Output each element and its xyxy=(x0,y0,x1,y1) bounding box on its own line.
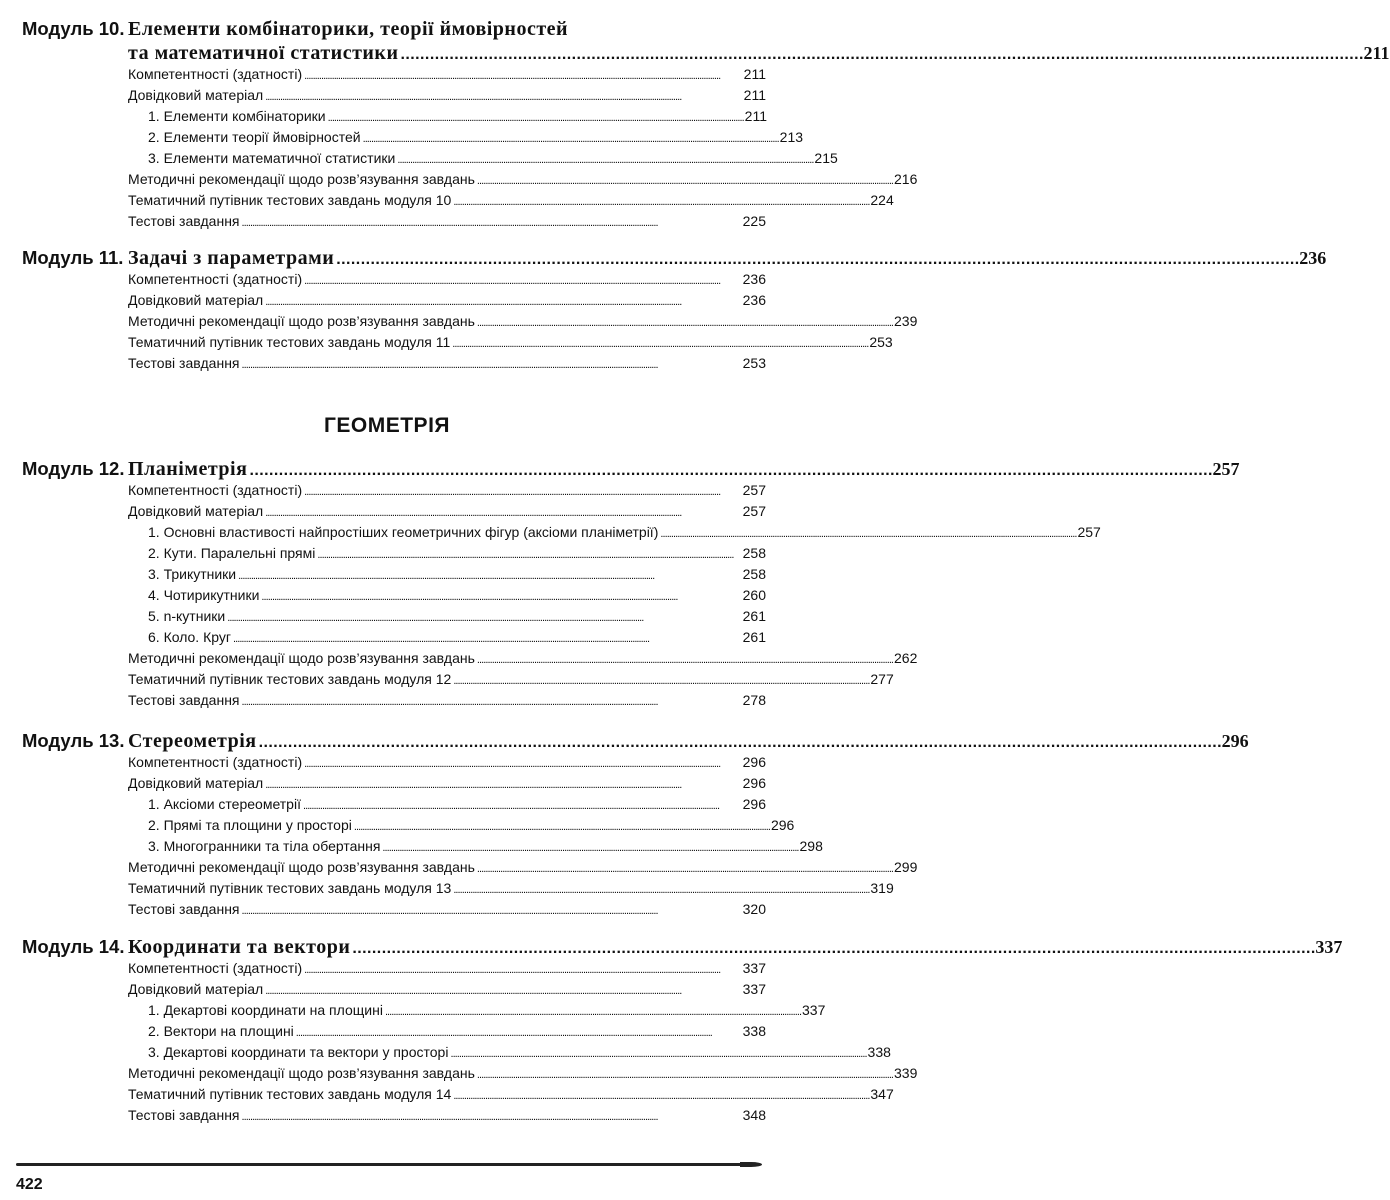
entry-page-number: 211 xyxy=(743,66,766,82)
toc-entry xyxy=(128,692,766,713)
entry-page-number: 258 xyxy=(742,566,766,582)
entry-page-number: 257 xyxy=(742,482,766,498)
module-label: Модуль 12. xyxy=(22,458,125,479)
entry-page-number: 338 xyxy=(742,1023,766,1039)
dot-leader xyxy=(304,70,728,82)
entry-page-number: 261 xyxy=(742,629,766,645)
dot-leader xyxy=(304,964,728,976)
toc-entry xyxy=(128,650,918,671)
dot-leader xyxy=(660,528,1075,540)
entry-page-number: 338 xyxy=(867,1044,891,1060)
entry-page-number: 224 xyxy=(870,192,894,208)
entry-title: 3. Многогранники та тіла обертання xyxy=(148,838,381,854)
toc-entry xyxy=(128,292,766,313)
toc-entry xyxy=(128,960,766,981)
toc-entry xyxy=(128,313,918,334)
dot-leader xyxy=(265,779,728,791)
module-heading xyxy=(22,458,1240,482)
dot-leader xyxy=(242,696,728,708)
toc-entry xyxy=(128,355,766,376)
module-title: Стереометрія xyxy=(128,730,257,752)
entry-title: Компетентності (здатності) xyxy=(128,66,303,82)
entry-title: 3. Елементи математичної статистики xyxy=(148,150,396,166)
entry-page-number: 347 xyxy=(870,1086,894,1102)
entry-page-number: 253 xyxy=(742,355,766,371)
entry-title: Методичні рекомендації щодо розв’язування завдань xyxy=(128,313,475,329)
entry-page-number: 239 xyxy=(894,313,918,329)
toc-entry xyxy=(128,87,766,108)
dot-leader xyxy=(304,275,728,287)
entry-page-number: 339 xyxy=(894,1065,918,1081)
module-title: та математичної статистики xyxy=(128,42,399,64)
dot-leader xyxy=(382,842,797,854)
module-title: Планіметрія xyxy=(128,458,248,480)
toc-entry xyxy=(128,671,894,692)
entry-page-number: 260 xyxy=(742,587,766,603)
dot-leader xyxy=(452,338,867,350)
toc-subentry xyxy=(148,150,838,171)
dot-leader xyxy=(453,884,868,896)
toc-subentry xyxy=(148,524,1101,545)
entry-page-number: 211 xyxy=(744,108,767,124)
entry-title: 3. Трикутники xyxy=(148,566,237,582)
toc-entry xyxy=(128,503,766,524)
module-label: Модуль 11. xyxy=(22,247,124,268)
entry-title: Тестові завдання xyxy=(128,355,240,371)
entry-page-number: 253 xyxy=(869,334,893,350)
module-block xyxy=(22,18,1390,234)
toc-entry xyxy=(128,66,766,87)
entry-page-number: 225 xyxy=(742,213,766,229)
entry-title: Методичні рекомендації щодо розв’язування завдань xyxy=(128,1065,475,1081)
entry-title: Тестові завдання xyxy=(128,901,240,917)
entry-title: Тематичний путівник тестових завдань модуля 12 xyxy=(128,671,452,687)
entry-page-number: 319 xyxy=(870,880,894,896)
entry-title: Довідковий матеріал xyxy=(128,292,264,308)
entry-page-number: 213 xyxy=(779,129,804,145)
entry-title: Методичні рекомендації щодо розв’язування завдань xyxy=(128,171,475,187)
entry-title: Довідковий матеріал xyxy=(128,87,264,103)
toc-entry xyxy=(128,859,918,880)
dot-leader xyxy=(477,863,892,875)
dot-leader xyxy=(304,758,728,770)
toc-entry xyxy=(128,213,766,234)
dot-leader xyxy=(385,1006,800,1018)
toc-entry xyxy=(128,1107,766,1128)
dot-leader xyxy=(328,112,743,124)
entry-title: Тематичний путівник тестових завдань модуля 11 xyxy=(128,334,451,350)
entry-title: 1. Декартові координати на площині xyxy=(148,1002,383,1018)
entry-page-number: 296 xyxy=(742,754,766,770)
toc-entry xyxy=(128,271,766,292)
module-title: Елементи комбінаторики, теорії ймовірностей xyxy=(128,18,569,40)
entry-title: 2. Прямі та площини у просторі xyxy=(148,817,352,833)
dot-leader xyxy=(303,800,728,812)
entry-page-number: 236 xyxy=(742,271,766,287)
entry-title: Методичні рекомендації щодо розв’язування завдань xyxy=(128,859,475,875)
toc-subentry xyxy=(148,629,766,650)
module-label: Модуль 13. xyxy=(22,730,125,751)
entry-page-number: 298 xyxy=(799,838,823,854)
dot-leader xyxy=(233,633,728,645)
module-block xyxy=(22,458,1240,713)
toc-entry xyxy=(128,880,894,901)
dot-leader xyxy=(352,940,1313,958)
toc-subentry xyxy=(148,566,766,587)
entry-page-number: 296 xyxy=(742,775,766,791)
entry-page-number: 236 xyxy=(742,292,766,308)
dot-leader xyxy=(227,612,728,624)
toc-subentry xyxy=(148,796,766,817)
dot-leader xyxy=(304,486,728,498)
module-heading xyxy=(22,18,1390,66)
entry-page-number: 277 xyxy=(870,671,894,687)
dot-leader xyxy=(242,1111,728,1123)
toc-entry xyxy=(128,981,766,1002)
dot-leader xyxy=(354,821,769,833)
dot-leader xyxy=(242,217,728,229)
dot-leader xyxy=(261,591,728,603)
dot-leader xyxy=(453,675,868,687)
entry-title: 5. n-кутники xyxy=(148,608,226,624)
entry-page-number: 348 xyxy=(742,1107,766,1123)
toc-subentry xyxy=(148,838,823,859)
entry-title: Компетентності (здатності) xyxy=(128,960,303,976)
toc-subentry xyxy=(148,108,766,129)
module-page-number: 337 xyxy=(1315,937,1343,957)
toc-subentry xyxy=(148,1044,891,1065)
entry-page-number: 337 xyxy=(802,1002,826,1018)
toc-subentry xyxy=(148,817,795,838)
section-title: ГЕОМЕТРІЯ xyxy=(323,414,450,437)
entry-title: Компетентності (здатності) xyxy=(128,271,303,287)
entry-page-number: 320 xyxy=(742,901,766,917)
dot-leader xyxy=(453,196,868,208)
toc-entry xyxy=(128,192,894,213)
dot-leader xyxy=(477,1069,892,1081)
toc-entry xyxy=(128,1086,894,1107)
entry-title: Тестові завдання xyxy=(128,692,240,708)
entry-title: Тематичний путівник тестових завдань модуля 14 xyxy=(128,1086,452,1102)
entry-title: 1. Аксіоми стереометрії xyxy=(148,796,301,812)
entry-title: Тестові завдання xyxy=(128,213,240,229)
toc-entry xyxy=(128,901,766,922)
entry-page-number: 257 xyxy=(742,503,766,519)
entry-page-number: 278 xyxy=(742,692,766,708)
module-heading xyxy=(22,247,1327,271)
module-page-number: 211 xyxy=(1363,43,1390,63)
dot-leader xyxy=(400,46,1361,64)
entry-title: 3. Декартові координати та вектори у просторі xyxy=(148,1044,449,1060)
entry-title: Компетентності (здатності) xyxy=(128,482,303,498)
dot-leader xyxy=(453,1090,868,1102)
entry-title: Тематичний путівник тестових завдань модуля 13 xyxy=(128,880,452,896)
dot-leader xyxy=(265,507,728,519)
entry-title: 4. Чотирикутники xyxy=(148,587,260,603)
entry-title: Довідковий матеріал xyxy=(128,503,264,519)
entry-title: Довідковий матеріал xyxy=(128,981,264,997)
entry-page-number: 215 xyxy=(814,150,838,166)
dot-leader xyxy=(397,154,812,166)
dot-leader xyxy=(265,91,728,103)
dot-leader xyxy=(296,1027,728,1039)
entry-page-number: 296 xyxy=(742,796,766,812)
module-label: Модуль 10. xyxy=(22,18,125,39)
entry-title: 2. Вектори на площині xyxy=(148,1023,294,1039)
entry-page-number: 262 xyxy=(894,650,918,666)
entry-title: 6. Коло. Круг xyxy=(148,629,231,645)
entry-page-number: 337 xyxy=(742,981,766,997)
toc-entry xyxy=(128,754,766,775)
module-heading xyxy=(22,936,1343,960)
toc-entry xyxy=(128,482,766,503)
entry-title: 2. Кути. Паралельні прямі xyxy=(148,545,316,561)
toc-subentry xyxy=(148,608,766,629)
page-number: 422 xyxy=(16,1176,43,1193)
toc-subentry xyxy=(148,587,766,608)
toc-entry xyxy=(128,171,918,192)
module-title: Задачі з параметрами xyxy=(128,247,335,269)
toc-subentry xyxy=(148,129,804,150)
dot-leader xyxy=(242,359,728,371)
dot-leader xyxy=(336,251,1297,269)
entry-title: Тематичний путівник тестових завдань модуля 10 xyxy=(128,192,452,208)
dot-leader xyxy=(238,570,728,582)
dot-leader xyxy=(249,462,1210,480)
toc-subentry xyxy=(148,545,766,566)
toc-entry xyxy=(128,775,766,796)
entry-page-number: 261 xyxy=(742,608,766,624)
toc-subentry xyxy=(148,1002,826,1023)
module-heading xyxy=(22,730,1249,754)
module-page-number: 296 xyxy=(1221,731,1249,751)
entry-page-number: 257 xyxy=(1077,524,1101,540)
module-title: Координати та вектори xyxy=(128,936,351,958)
toc-entry xyxy=(128,1065,918,1086)
entry-title: Довідковий матеріал xyxy=(128,775,264,791)
dot-leader xyxy=(477,654,892,666)
toc-subentry xyxy=(148,1023,766,1044)
dot-leader xyxy=(477,175,892,187)
entry-page-number: 211 xyxy=(743,87,766,103)
entry-title: 1. Основні властивості найпростіших геометричних фігур (аксіоми планіметрії) xyxy=(148,524,659,540)
dot-leader xyxy=(363,133,778,145)
entry-title: 1. Елементи комбінаторики xyxy=(148,108,326,124)
entry-title: Тестові завдання xyxy=(128,1107,240,1123)
dot-leader xyxy=(265,296,728,308)
module-label: Модуль 14. xyxy=(22,936,125,957)
entry-title: Методичні рекомендації щодо розв’язування завдань xyxy=(128,650,475,666)
dot-leader xyxy=(242,905,728,917)
entry-page-number: 299 xyxy=(894,859,918,875)
dot-leader xyxy=(259,734,1220,752)
entry-page-number: 337 xyxy=(742,960,766,976)
module-block xyxy=(22,247,1327,376)
dot-leader xyxy=(450,1048,865,1060)
toc-entry xyxy=(128,334,893,355)
entry-page-number: 296 xyxy=(770,817,795,833)
entry-page-number: 216 xyxy=(894,171,918,187)
dot-leader xyxy=(477,317,892,329)
module-block xyxy=(22,936,1343,1128)
module-page-number: 236 xyxy=(1299,248,1327,268)
entry-page-number: 258 xyxy=(742,545,766,561)
footer-rule xyxy=(16,1163,744,1166)
dot-leader xyxy=(317,549,732,561)
entry-title: 2. Елементи теорії ймовірностей xyxy=(148,129,361,145)
module-block xyxy=(22,730,1249,922)
dot-leader xyxy=(265,985,728,997)
module-page-number: 257 xyxy=(1212,459,1240,479)
entry-title: Компетентності (здатності) xyxy=(128,754,303,770)
